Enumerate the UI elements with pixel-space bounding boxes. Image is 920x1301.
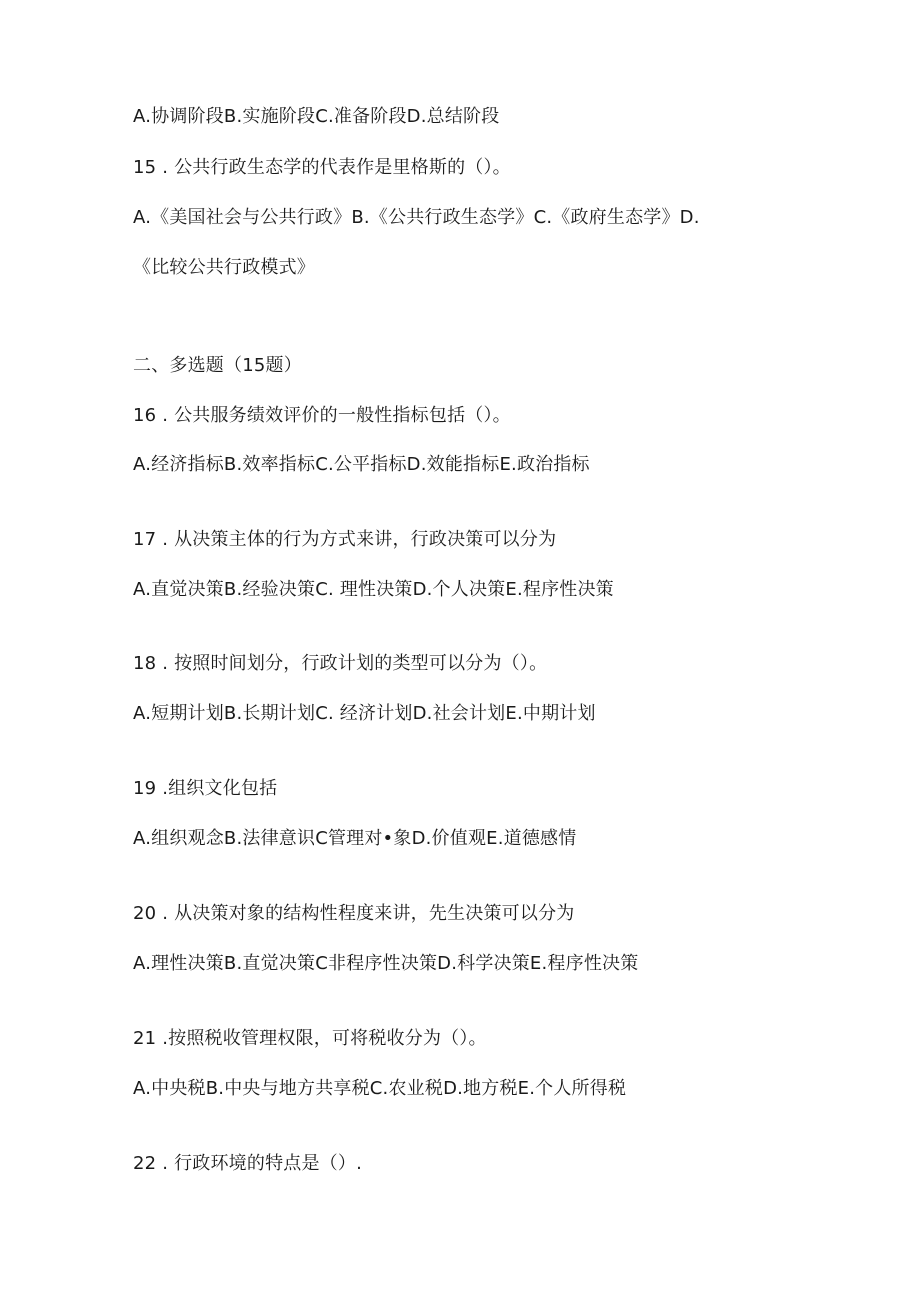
q15-question: 15 . 公共行政生态学的代表作是里格斯的（）。 <box>133 157 511 178</box>
q17-options: A.直觉决策B.经验决策C. 理性决策D.个人决策E.程序性决策 <box>133 579 614 600</box>
q14-options: A.协调阶段B.实施阶段C.准备阶段D.总结阶段 <box>133 106 500 127</box>
q19-question: 19 .组织文化包括 <box>133 778 278 799</box>
q16-question: 16 . 公共服务绩效评价的一般性指标包括（）。 <box>133 405 511 426</box>
q20-question: 20 . 从决策对象的结构性程度来讲，先生决策可以分为 <box>133 903 575 924</box>
q21-options: A.中央税B.中央与地方共享税C.农业税D.地方税E.个人所得税 <box>133 1078 627 1099</box>
q19-options: A.组织观念B.法律意识C管理对•象D.价值观E.道德感情 <box>133 828 577 849</box>
section-heading-multiple-choice: 二、多选题（15题） <box>133 355 302 376</box>
q22-question: 22 . 行政环境的特点是（）. <box>133 1153 362 1174</box>
q21-question: 21 .按照税收管理权限，可将税收分为（）。 <box>133 1028 487 1049</box>
q18-options: A.短期计划B.长期计划C. 经济计划D.社会计划E.中期计划 <box>133 703 596 724</box>
q15-options-line1: A.《美国社会与公共行政》B.《公共行政生态学》C.《政府生态学》D. <box>133 207 700 228</box>
q20-options: A.理性决策B.直觉决策C非程序性决策D.科学决策E.程序性决策 <box>133 953 639 974</box>
q15-options-line2: 《比较公共行政模式》 <box>133 257 315 278</box>
q17-question: 17 . 从决策主体的行为方式来讲，行政决策可以分为 <box>133 529 557 550</box>
q16-options: A.经济指标B.效率指标C.公平指标D.效能指标E.政治指标 <box>133 454 590 475</box>
q18-question: 18 . 按照时间划分，行政计划的类型可以分为（）。 <box>133 653 548 674</box>
